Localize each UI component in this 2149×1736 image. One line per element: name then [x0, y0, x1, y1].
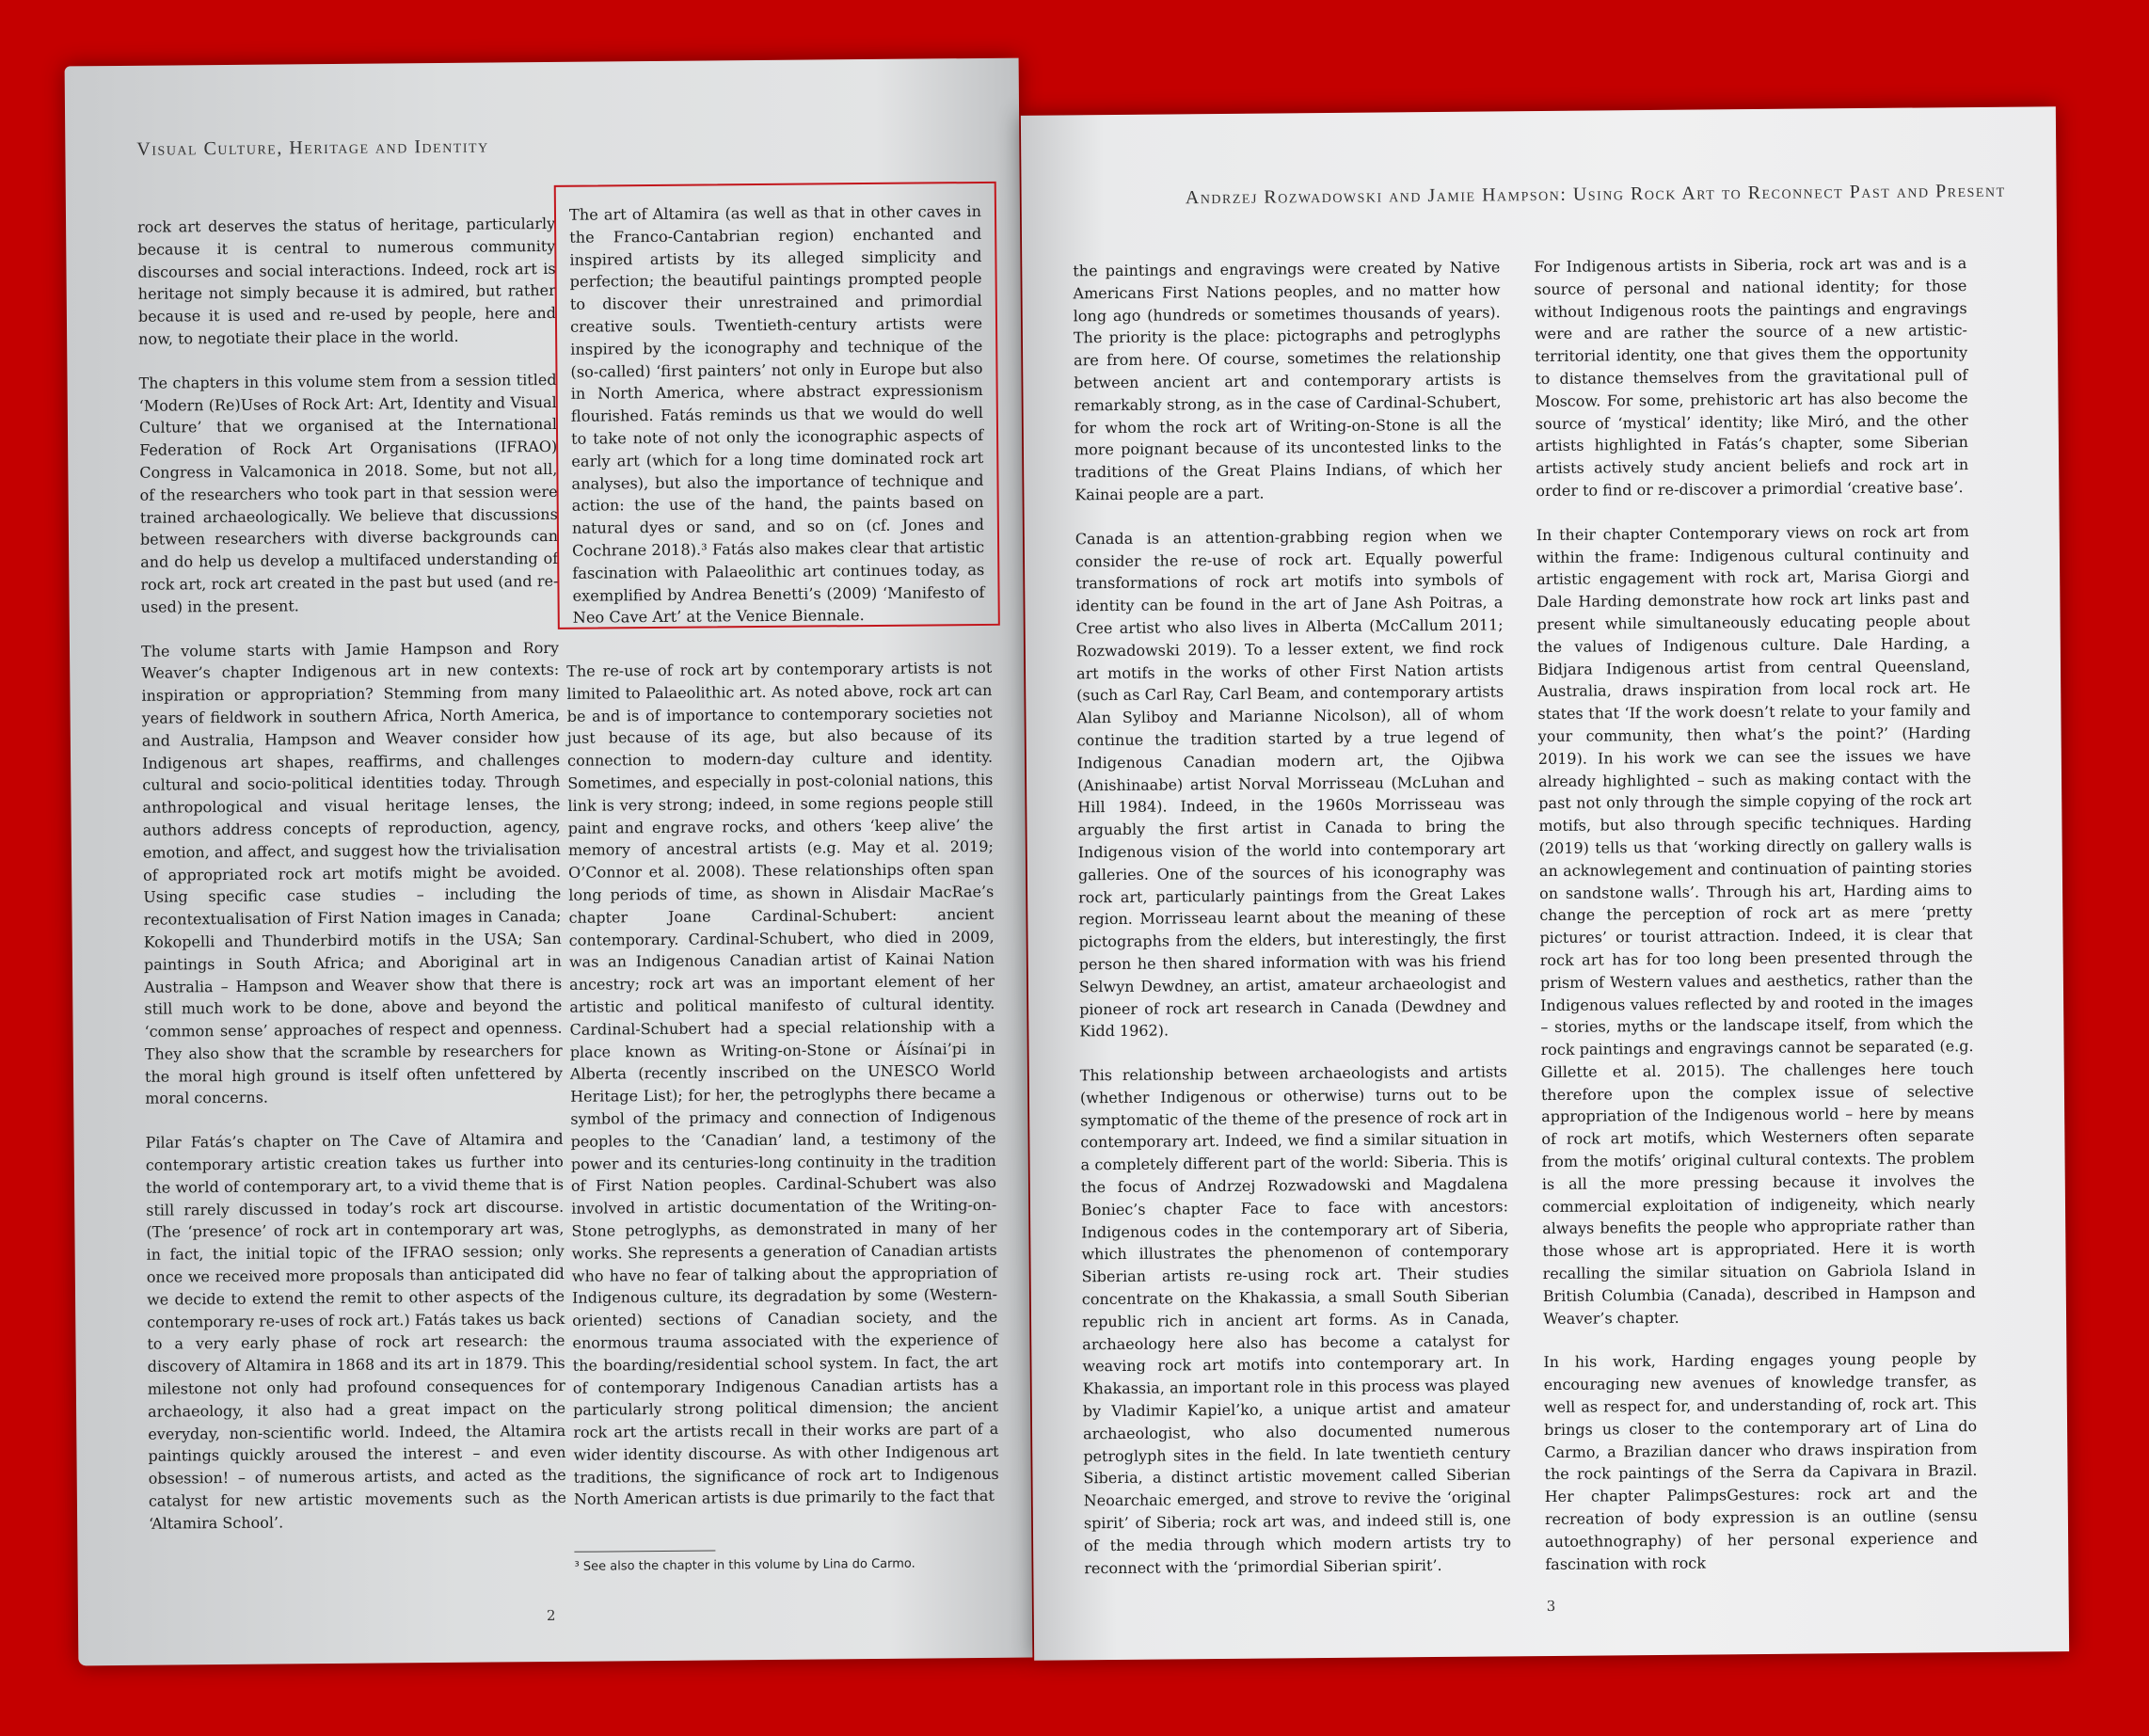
page-number-left: 2 [546, 1606, 556, 1625]
left-column-1 [137, 213, 566, 1556]
right-column-2 [1534, 252, 1978, 1597]
page-number-right: 3 [1546, 1597, 1556, 1616]
paragraph: Pilar Fatás’s chapter on The Cave of Altamira and contemporary artistic creation takes us further into the world of contemporary art, to a vivid theme that is still rarely discussed in today’s rock art discourse. (The ‘presence’ of rock art in contemporary art was, in fact, the initial topic of the IFRAO session; only once we received more proposals than anticipated did we decide to extend the remit to other aspects of the contemporary re-uses of rock art.) Fatás takes us back to a very early phase of rock art research: the discovery of Altamira in 1868 and its art in 1879. This milestone not only had profound consequences for archaeology, it also had a great impact on the everyday, non-scientific world. Indeed, the Altamira paintings quickly aroused the interest – and even obsession! – of numerous artists, and acted as the catalyst for new artistic movements such as the ‘Altamira School’. [145, 1130, 566, 1533]
paragraph: The volume starts with Jamie Hampson and Rory Weaver’s chapter Indigenous art in new contexts: inspiration or appropriation? Stemming from many years of fieldwork in southern Africa, North America, and Australia, Hampson and Weaver consider how Indigenous art shapes, reaffirms, and challenges cultural and socio-political identities today. Through anthropological and visual heritage lenses, the authors address concepts of reproduction, agency, emotion, and affect, and suggest how the trivialisation of appropriated rock art motifs might be avoided. Using specific case studies – including the recontextualisation of First Nation images in Canada; Kokopelli and Thunderbird motifs in the USA; San paintings in South Africa; and Aboriginal art in Australia – Hampson and Weaver show that there is still much work to be done, above and beyond the ‘common sense’ approaches of respect and openness. They also show that the scramble by researchers for the moral high ground is itself often unfettered by moral concerns. [140, 638, 564, 1108]
paragraph: This relationship between archaeologists and artists (whether Indigenous or otherwise) turns out to be symptomatic of the theme of the presence of rock art in contemporary art. Indeed, we find a similar situation in a completely different part of the world: Siberia. This is the focus of Andrzej Rozwadowski and Magdalena Boniec’s chapter Face to face with ancestors: Indigenous codes in the contemporary art of Siberia, which illustrates the phenomenon of contemporary Siberian artists re-using rock art. Their studies concentrate on the Khakassia, a small South Siberian republic rich in ancient art forms. As in Canada, archaeology here also has become a catalyst for weaving rock art motifs into contemporary art. In Khakassia, an important role in this process was played by Vladimir Kapiel’ko, a unique artist and amateur archaeologist, who also documented numerous petroglyph sites in the field. In late twentieth century Siberia, a distinct artistic movement called Siberian Neoarchaic emerged, and strove to revive the ‘original spirit’ of Siberia; rock art was, and indeed still is, one of the media through which modern artists try to reconnect with the ‘primordial Siberian spirit’. [1079, 1062, 1512, 1577]
paragraph: the paintings and engravings were created by Native Americans First Nations peoples, and no matter how long ago (hundreds or sometimes thousands of years). The priority is the place: pictographs and petroglyphs are from here. Of course, sometimes the relationship between ancient art and contemporary artists is remarkably strong, as in the case of Cardinal-Schubert, for whom the rock art of Writing-on-Stone is all the more poignant because of its uncontested links to the traditions of the Great Plains Indians, of which her Kainai people are a part. [1073, 258, 1503, 504]
running-head-left: Visual Culture, Heritage and Identity [136, 135, 489, 160]
right-column-1 [1073, 256, 1511, 1601]
paragraph: The re-use of rock art by contemporary artists is not limited to Palaeolithic art. As noted above, rock art can be and is of importance to contemporary societies not just because of its age, but also because of its connection to modern-day culture and identity. Sometimes, and especially in post-colonial nations, this link is very strong; indeed, in some regions people still paint and engrave rocks, and others ‘keep alive’ the memory of ancestral artists (e.g. May et al. 2019; O’Connor et al. 2008). These relationships often span long periods of time, as shown in Alisdair MacRae’s chapter Joane Cardinal-Schubert: ancient contemporary. Cardinal-Schubert, who died in 2009, was an Indigenous Canadian artist of Kainai Nation ancestry; rock art was an important element of her artistic and political manifesto of cultural identity. Cardinal-Schubert had a special relationship with a place known as Writing-on-Stone or Áísínai’pi in Alberta (recently inscribed on the UNESCO World Heritage List); for her, the petroglyphs there became a symbol of the primacy and connection of Indigenous peoples to the ‘Canadian’ land, a testimony of the power and its centuries-long continuity in the tradition of First Nation peoples. Cardinal-Schubert was also involved in artistic documentation of the Writing-on-Stone petroglyphs, as demonstrated in many of her works. She represents a generation of Canadian artists who have no fear of talking about the appropriation of Indigenous culture, its degradation by some (Western-oriented) sections of Canadian society, and the enormous trauma associated with the experience of the boarding/residential school system. In fact, the art of contemporary Indigenous Canadian artists has a particularly strong political dimension; the ancient rock art the artists recall in their works are part of a wider identity discourse. As with other Indigenous art traditions, the significance of rock art to Indigenous North American artists is due primarily to the fact that [566, 658, 999, 1509]
running-head-right: Andrzej Rozwadowski and Jamie Hampson: Using Rock Art to Reconnect Past and Present [1185, 180, 2006, 209]
left-column-2 [566, 657, 999, 1533]
footnote: ³ See also the chapter in this volume by Lina do Carmo. [574, 1556, 915, 1574]
paragraph: In his work, Harding engages young people by encouraging new avenues of knowledge transfer, as well as respect for, and understanding of, rock art. This brings us closer to the contemporary art of Lina do Carmo, a Brazilian dancer who draws inspiration from the rock paintings of the Serra da Capivara in Brazil. Her chapter PalimpsGestures: rock art and the recreation of body expression is an outline (sensu autoethnography) of her personal experience and fascination with rock [1543, 1349, 1979, 1573]
paragraph: In their chapter Contemporary views on rock art from within the frame: Indigenous cultural continuity and artistic engagement with rock art, Marisa Giorgi and Dale Harding demonstrate how rock art links past and present while simultaneously educating people about the values of Indigenous culture. Dale Harding, a Bidjara Indigenous artist from central Queensland, Australia, draws inspiration from local rock art. He states that ‘If the work doesn’t relate to your family and your community, then what’s the point?’ (Harding 2019). In his work we can see the issues we have already highlighted – such as making contact with the past not only through the simple copying of the rock art motifs, but also through specific techniques. Harding (2019) tells us that ‘working directly on gallery walls is an acknowlegement and continuation of painting stories on sandstone walls’. Through his art, Harding aims to change the perception of rock art as mere ‘pretty pictures’ or tourist attraction. Indeed, it is clear that rock art has for too long been presented through the prism of Western values and aesthetics, rather than the Indigenous values reflected by and rooted in the images – stories, myths or the landscape itself, from which the rock paintings and engravings cannot be separated (e.g. Gillette et al. 2015). The challenges here touch therefore upon the complex issue of selective appropriation of the Indigenous world – here by means of rock art motifs, which Westerners often separate from the motifs’ original cultural contexts. The problem is all the more pressing because it involves the commercial exploitation of indigeneity, which nearly always benefits the people who appropriate rather than those whose art is appropriated. Here it is worth recalling the similar situation on Gabriola Island in British Columbia (Canada), described in Hampson and Weaver’s chapter. [1536, 521, 1976, 1328]
left-page [65, 58, 1033, 1666]
paragraph: For Indigenous artists in Siberia, rock art was and is a source of personal and national identity; for those without Indigenous roots the paintings and engravings were and are rather the source of a new artistic-territorial identity, one that gives them the opportunity to distance themselves from the gravitational pull of Moscow. For some, prehistoric art has also become the source of ‘mystical’ identity; like Miró, and the other artists highlighted in Fatás’s chapter, some Siberian artists actively study ancient beliefs and rock art in order to find or re-discover a primordial ‘creative base’. [1534, 254, 1969, 501]
highlighted-passage-text: The art of Altamira (as well as that in other caves in the Franco-Cantabrian region) enchanted and inspired artists by its alleged simplicity and perfection; the beautiful paintings prompted people to discover their unrestrained and primordial creative souls. Twentieth-century artists were inspired by the iconography and technique of the (so-called) ‘first painters’ not only in Europe but also in North America, where abstract expressionism flourished. Fatás reminds us that we would do well to take note of not only the iconographic aspects of early art (which for a long time dominated rock art analyses), but also the importance of technique and action: the use of the hand, the paints based on natural dyes or sand, and so on (cf. Jones and Cochrane 2018).³ Fatás also makes clear that artistic fascination with Palaeolithic art continues today, as exemplified by Andrea Benetti’s (2009) ‘Manifesto of Neo Cave Art’ at the Venice Biennale. [568, 201, 985, 628]
paragraph: rock art deserves the status of heritage, particularly because it is central to numerous community discourses and social interactions. Indeed, rock art is heritage not simply because it is admired, but rather because it is used and re-used by people, here and now, to negotiate their place in the world. [137, 214, 556, 348]
right-page [1021, 106, 2069, 1661]
highlighted-passage-box [554, 182, 1000, 629]
footnote-rule [574, 1550, 715, 1552]
paragraph: Canada is an attention-grabbing region when we consider the re-use of rock art. Equally powerful transformations of rock art motifs into symbols of identity can be found in the art of Jane Ash Poitras, a Cree artist who also lives in Alberta (McCallum 2011; Rozwadowski 2019). To a lesser extent, we find rock art motifs in the works of other First Nation artists (such as Carl Ray, Carl Beam, and contemporary artists Alan Syliboy and Marianne Nicolson), all of whom continue the tradition started by a true legend of Indigenous Canadian modern art, the Ojibwa (Anishinaabe) artist Norval Morrisseau (McLuhan and Hill 1984). Indeed, in the 1960s Morrisseau was arguably the first artist in Canada to bring the Indigenous vision of the world into contemporary art galleries. One of the sources of his iconography was rock art, particularly paintings from the Great Lakes region. Morrisseau learnt about the meaning of these pictographs from the elders, but interestingly, the first person he then shared information with was his friend Selwyn Dewdney, an artist, amateur archaeologist and pioneer of rock art research in Canada (Dewdney and Kidd 1962). [1074, 526, 1507, 1041]
paragraph: The chapters in this volume stem from a session titled ‘Modern (Re)Uses of Rock Art: Art, Identity and Visual Culture’ that we organised at the International Federation of Rock Art Organisations (IFRAO) Congress in Valcamonica in 2018. Some, but not all, of the researchers who took part in that session were trained archaeologically. We believe that discussions between researchers with diverse backgrounds can and do help us develop a multifaced understanding of rock art, rock art created in the past but used (and re-used) in the present. [138, 370, 559, 616]
